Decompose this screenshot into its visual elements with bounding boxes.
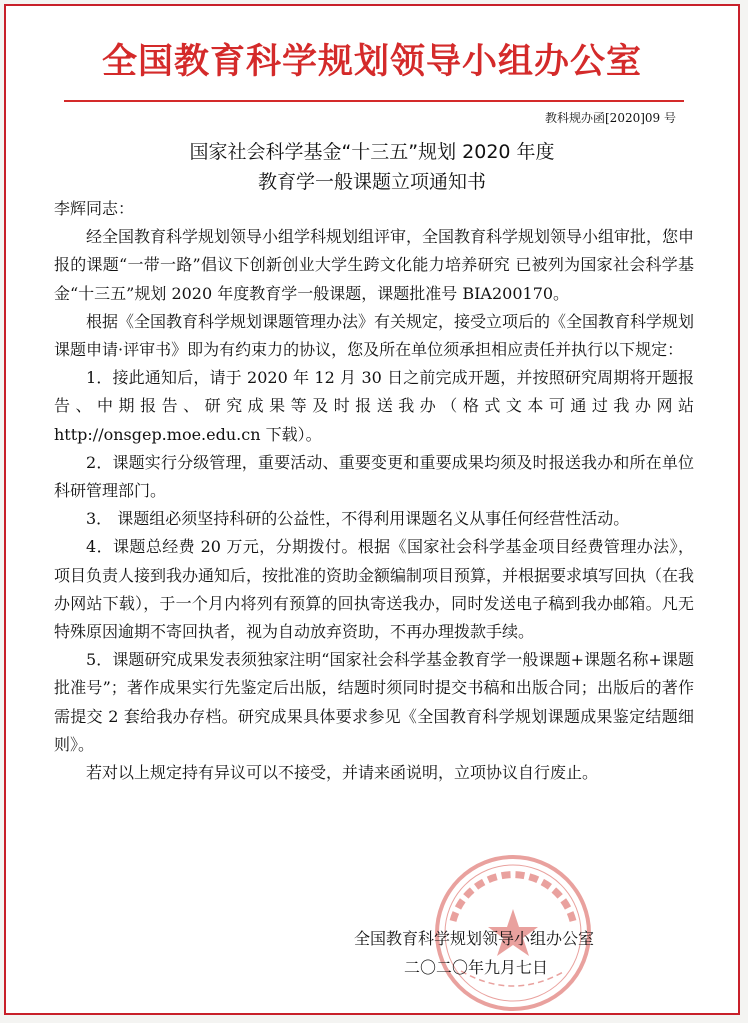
letterhead: 全国教育科学规划领导小组办公室 xyxy=(101,42,642,82)
document-title-line-1: 国家社会科学基金“十三五”规划 2020 年度 xyxy=(189,141,555,163)
signature-date: 二〇二〇年九月七日 xyxy=(404,958,549,977)
rule-4: 4．课题总经费 20 万元，分期拨付。根据《国家社会科学基金项目经费管理办法》，项目负责人接到我办通知后，按批准的资助金额编制项目预算，并根据要求填写回执（在我办网站下载），于一个月内将列有预算的回执寄送我办，同时发送电子稿到我办邮箱。凡无特殊原因逾期不寄回执者，视为自动放弃资助，不再办理拨款手续。 xyxy=(54,537,695,642)
document-number: 教科规办函[2020]09 号 xyxy=(545,111,676,125)
salutation: 李辉同志： xyxy=(54,199,135,218)
paragraph-agreement: 根据《全国教育科学规划课题管理办法》有关规定，接受立项后的《全国教育科学规划课题申请·评审书》即为有约束力的协议，您及所在单位须承担相应责任并执行以下规定： xyxy=(54,311,695,360)
document-title-line-2: 教育学一般课题立项通知书 xyxy=(257,171,486,193)
notice-page xyxy=(4,4,740,1015)
rule-5: 5．课题研究成果发表须独家注明“国家社会科学基金教育学一般课题+课题名称+课题批准号”；著作成果实行先鉴定后出版，结题时须同时提交书稿和出版合同；出版后的著作需提交 2 套给我办存档。研究成果具体要求参见《全国教育科学规划课题成果鉴定结题细则》。 xyxy=(54,650,694,754)
closing-paragraph: 若对以上规定持有异议可以不接受，并请来函说明，立项协议自行废止。 xyxy=(86,763,599,783)
notice-body xyxy=(54,195,694,787)
rule-3: 3． 课题组必须坚持科研的公益性，不得利用课题名义从事任何经营性活动。 xyxy=(86,509,630,529)
rule-1: 1．接此通知后，请于 2020 年 12 月 30 日之前完成开题，并按照研究周期将开题报告、中期报告、研究成果等及时报送我办（格式文本可通过我办网站 http://onsgep.moe.edu.cn 下载）。 xyxy=(54,368,694,444)
red-divider-line xyxy=(64,100,684,102)
signature-organization: 全国教育科学规划领导小组办公室 xyxy=(354,929,595,948)
paragraph-approval: 经全国教育科学规划领导小组学科规划组评审，全国教育科学规划领导小组审批，您申报的课题“一带一路”倡议下创新创业大学生跨文化能力培养研究 已被列为国家社会科学基金“十三五”规划 2020 年度教育学一般课题，课题批准号 BIA200170。 xyxy=(54,227,695,303)
rule-2: 2．课题实行分级管理，重要活动、重要变更和重要成果均须及时报送我办和所在单位科研管理部门。 xyxy=(54,452,694,501)
